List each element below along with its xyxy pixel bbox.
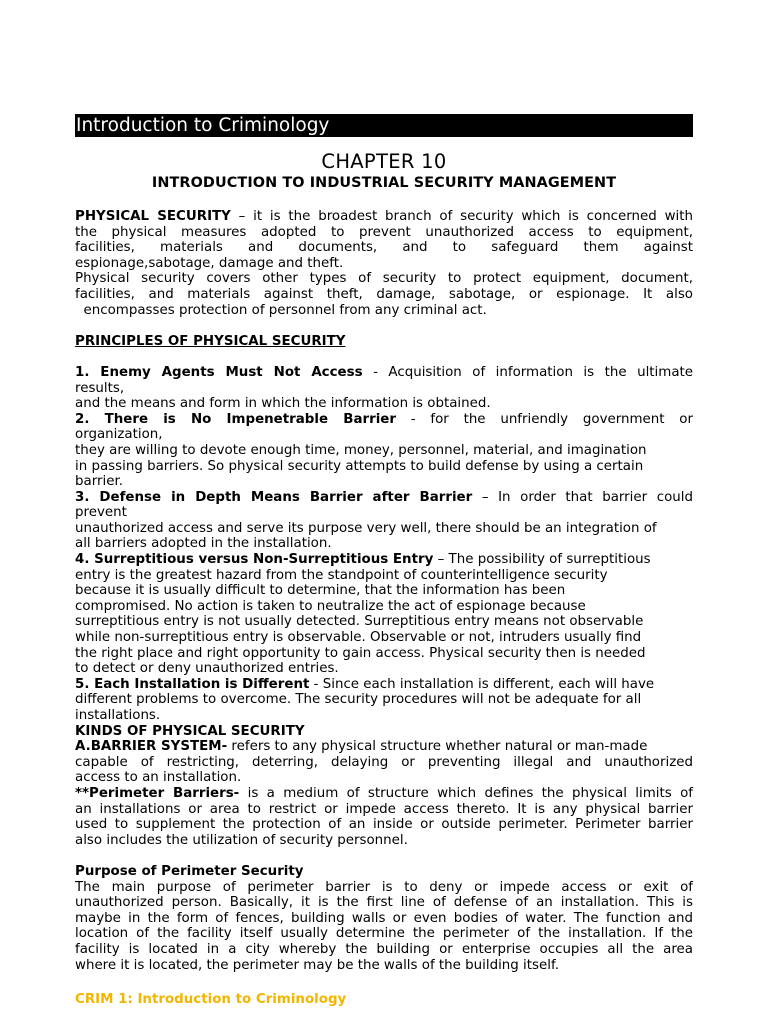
document-body <box>75 209 693 973</box>
purpose-heading: Purpose of Perimeter Security <box>75 863 304 879</box>
physical-security-line: – it is the broadest branch of security which is concerned with <box>230 209 693 224</box>
coverage-line: encompasses protection of personnel from any criminal act. <box>75 302 487 318</box>
barrier-system: A.BARRIER SYSTEM- refers to any physical structure whether natural or man-made capable of restricting, deterring, delaying or preventing illegal and unauthorized access to an installation. <box>75 739 693 786</box>
perimeter-barriers: **Perimeter Barriers- is a medium of structure which defines the physical limits of an installations or area to restrict or impede access thereto. It is any physical barrier used to supplement the protection of an inside or outside perimeter. Perimeter barrier also includes the utilization of security personnel. <box>75 785 693 848</box>
chapter-title: INTRODUCTION TO INDUSTRIAL SECURITY MANAGEMENT <box>151 175 617 191</box>
coverage-line: Physical security covers other types of security to protect equipment, document, <box>75 271 693 287</box>
principle-item: 5. Each Installation is Different - Since each installation is different, each will have different problems to overcome. The security procedures will not be adequate for all installations. <box>75 676 655 723</box>
physical-security-line: the physical measures adopted to prevent unauthorized access to equipment, <box>75 224 693 240</box>
kinds-heading: KINDS OF PHYSICAL SECURITY <box>75 723 305 739</box>
physical-security-term: PHYSICAL SECURITY <box>75 209 231 224</box>
page-footer: CRIM 1: Introduction to Criminology <box>75 992 347 1007</box>
chapter-number: CHAPTER 10 <box>321 150 447 173</box>
perimeter-barriers-term: **Perimeter Barriers- <box>75 785 240 801</box>
header-title: Introduction to Criminology <box>76 115 330 136</box>
principle-item: 3. Defense in Depth Means Barrier after Barrier – In order that barrier could prevent unauthorized access and serve its purpose very well, there should be an integration of all barriers adopted in the installation. <box>75 489 693 552</box>
physical-security-definition <box>75 209 693 318</box>
principle-title: 5. Each Installation is Different <box>75 676 310 692</box>
principle-item: 4. Surreptitious versus Non-Surreptitious Entry – The possibility of surreptitious entry is the greatest hazard from the standpoint of counterintelligence security because it is usually difficult to determine, that the information has been compromised. No action is taken to neutralize the act of espionage because surreptitious entry is not usually detected. Surreptitious entry means not observable while non-surreptitious entry is observable. Observable or not, intruders usually find the right place and right opportunity to gain access. Physical security then is needed to detect or deny unauthorized entries. <box>75 552 651 677</box>
principle-title: 4. Surreptitious versus Non-Surreptitious Entry <box>75 552 434 568</box>
principle-item: 2. There is No Impenetrable Barrier - for the unfriendly government or organization, they are willing to devote enough time, money, personnel, material, and imagination in passing barriers. So physical security attempts to build defense by using a certain barrier. <box>75 411 694 490</box>
physical-security-line: facilities, materials and documents, and to safeguard them against <box>75 240 693 256</box>
document-page <box>75 114 693 973</box>
principles-heading: PRINCIPLES OF PHYSICAL SECURITY <box>75 333 346 349</box>
principle-item: 1. Enemy Agents Must Not Access - Acquisition of information is the ultimate results, and the means and form in which the information is obtained. <box>75 364 694 412</box>
principle-title: 1. Enemy Agents Must Not Access <box>75 364 363 380</box>
header-bar <box>75 114 693 137</box>
principle-title: 3. Defense in Depth Means Barrier after Barrier <box>75 489 473 505</box>
barrier-system-term: A.BARRIER SYSTEM- <box>75 739 228 755</box>
physical-security-line: espionage,sabotage, damage and theft. <box>75 255 344 271</box>
principle-title: 2. There is No Impenetrable Barrier <box>75 411 396 427</box>
coverage-line: facilities, and materials against theft, damage, sabotage, or espionage. It also <box>75 286 693 302</box>
purpose-paragraph: The main purpose of perimeter barrier is to deny or impede access or exit of unauthorized person. Basically, it is the first line of defense of an installation. This is maybe in the form of fences, building walls or even bodies of water. The function and location of the facility itself usually determine the perimeter of the installation. If the facility is located in a city whereby the building or enterprise occupies all the area where it is located, the perimeter may be the walls of the building itself. <box>75 879 693 973</box>
